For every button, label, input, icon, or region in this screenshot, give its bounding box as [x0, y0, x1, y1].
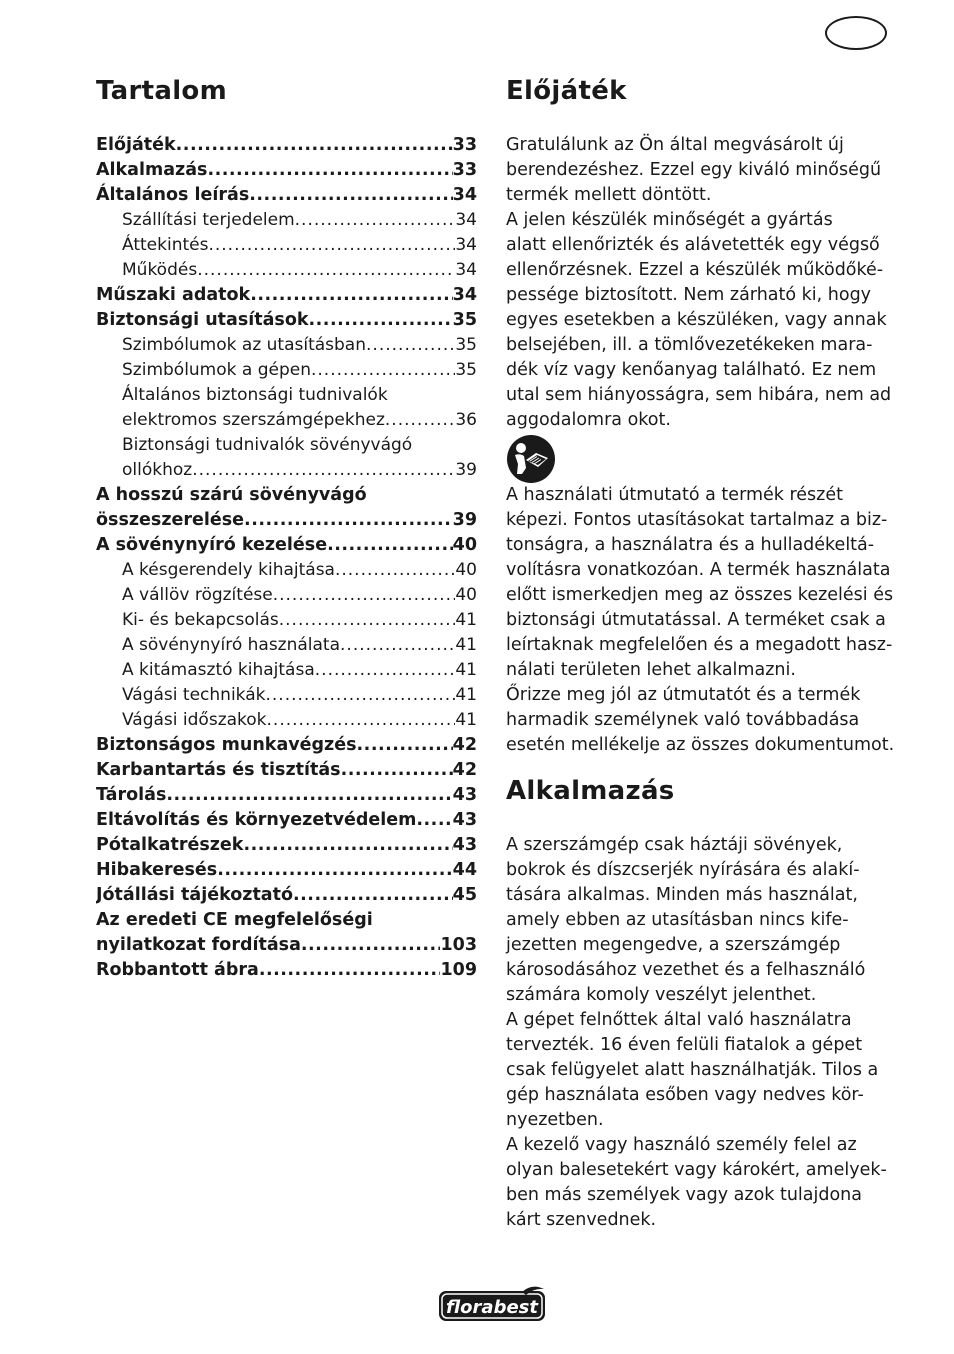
toc-leader-dots [267, 708, 456, 733]
toc-page-number: 41 [455, 685, 477, 705]
toc-leader-dots [416, 808, 452, 833]
toc-entry [96, 733, 477, 758]
toc-page-number: 43 [452, 785, 477, 805]
toc-entry [96, 258, 477, 283]
text-line: csak felügyelet alatt használhatják. Tilos a [506, 1060, 879, 1080]
toc-entry-text: A hosszú szárú sövényvágó [96, 485, 367, 505]
toc-entry [96, 608, 477, 633]
toc-entry-text: A kitámasztó kihajtása [122, 660, 315, 680]
toc-leader-dots [166, 783, 452, 808]
usage-paragraph [506, 833, 891, 1233]
toc-page-number: 42 [452, 760, 477, 780]
toc-leader-dots [250, 283, 452, 308]
toc-page-number: 41 [455, 660, 477, 680]
toc-leader-dots [279, 608, 456, 633]
toc-leader-dots [243, 833, 452, 858]
text-line: számára komoly veszélyt jelenthet. [506, 985, 817, 1005]
florabest-logo [436, 1285, 548, 1325]
toc-entry [96, 333, 477, 358]
text-line: ellenőrzésnek. Ezzel a készülék működőké- [506, 260, 884, 280]
toc-entry [96, 833, 477, 858]
toc-entry [96, 283, 477, 308]
toc-entry [96, 683, 477, 708]
toc-entry [96, 458, 477, 483]
toc-entry [96, 808, 477, 833]
toc-entry [96, 208, 477, 233]
toc-entry-text: Vágási technikák [122, 685, 266, 705]
toc-leader-dots [217, 858, 452, 883]
toc-entry-text: Előjáték [96, 135, 176, 155]
toc-leader-dots [176, 133, 453, 158]
toc-page-number: 35 [455, 335, 477, 355]
toc-entry-text: Eltávolítás és környezetvédelem [96, 810, 417, 830]
toc-entry [96, 533, 477, 558]
toc-entry [96, 508, 477, 533]
toc-entry-text: ollókhoz [122, 460, 193, 480]
toc-page-number: 35 [455, 360, 477, 380]
toc-entry-text: Ki- és bekapcsolás [122, 610, 279, 630]
foreword-paragraph-1 [506, 133, 891, 433]
text-line: károsodásához vezethet és a felhasználó [506, 960, 866, 980]
text-line: Őrizze meg jól az útmutatót és a termék [506, 685, 861, 705]
text-line: bokrok és díszcserjék nyírására és alakí- [506, 860, 860, 880]
toc-entry [96, 658, 477, 683]
toc-entry-text: A sövénynyíró kezelése [96, 535, 328, 555]
read-manual-icon [506, 434, 556, 484]
toc-entry [96, 933, 477, 958]
text-line: biztonsági útmutatással. A terméket csak a [506, 610, 886, 630]
text-line: pessége biztosított. Nem zárható ki, hogy [506, 285, 872, 305]
toc-leader-dots [249, 183, 452, 208]
toc-leader-dots [295, 208, 456, 233]
text-line: nyezetben. [506, 1110, 604, 1130]
toc-page-number: 39 [455, 460, 477, 480]
toc-entry-text: Biztonsági tudnivalók sövényvágó [122, 435, 413, 455]
text-line: kárt szenvednek. [506, 1210, 657, 1230]
toc-page-number: 34 [452, 185, 477, 205]
toc-entry [96, 883, 477, 908]
toc-entry [96, 233, 477, 258]
text-line: harmadik személynek való továbbadása [506, 710, 860, 730]
toc-entry [96, 708, 477, 733]
toc-entry-text: elektromos szerszámgépekhez [122, 410, 385, 430]
text-line: amely ebben az utasításban nincs kife- [506, 910, 849, 930]
toc-page-number: 40 [452, 535, 477, 555]
text-line: esetén mellékelje az összes dokumentumot. [506, 735, 895, 755]
text-line: A gépet felnőttek által való használatra [506, 1010, 852, 1030]
toc-entry [96, 158, 477, 183]
toc-leader-dots [244, 508, 453, 533]
toc-entry-text: Pótalkatrészek [96, 835, 244, 855]
toc-page-number: 45 [452, 885, 477, 905]
toc-page-number: 43 [452, 835, 477, 855]
text-line: olyan balesetekért vagy károkért, amelyek- [506, 1160, 887, 1180]
toc-leader-dots [357, 733, 453, 758]
toc-entry [96, 958, 477, 983]
toc-page-number: 34 [455, 235, 477, 255]
toc-entry [96, 308, 477, 333]
toc-page-number: 41 [455, 710, 477, 730]
toc-leader-dots [341, 758, 453, 783]
toc-entry-text: Robbantott ábra [96, 960, 259, 980]
foreword-title: Előjáték [506, 76, 627, 106]
toc-entry-text: A késgerendely kihajtása [122, 560, 335, 580]
toc-page-number: 34 [455, 260, 477, 280]
foreword-paragraph-2 [506, 483, 895, 758]
toc-entry-text: nyilatkozat fordítása [96, 935, 301, 955]
toc-page-number: 35 [452, 310, 477, 330]
text-line: A használati útmutató a termék részét [506, 485, 843, 505]
toc-page-number: 103 [440, 935, 477, 955]
toc-leader-dots [335, 558, 455, 583]
toc-leader-dots [192, 458, 455, 483]
toc-entry [96, 583, 477, 608]
text-line: képezi. Fontos utasításokat tartalmaz a biz- [506, 510, 888, 530]
toc-entry-text: A sövénynyíró használata [122, 635, 341, 655]
toc-entry [96, 133, 477, 158]
text-line: aggodalomra okot. [506, 410, 671, 430]
toc-entry [96, 433, 477, 458]
toc-entry-text: Általános biztonsági tudnivalók [122, 385, 388, 405]
text-line: tonságra, a használatra és a hulladékeltá- [506, 535, 875, 555]
toc-page-number: 42 [452, 735, 477, 755]
toc-entry-text: Szimbólumok a gépen [122, 360, 311, 380]
toc-entry-text: Vágási időszakok [122, 710, 267, 730]
toc-leader-dots [327, 533, 453, 558]
toc-entry-text: Szimbólumok az utasításban [122, 335, 367, 355]
toc-entry-text: Karbantartás és tisztítás [96, 760, 341, 780]
text-line: dék víz vagy kenőanyag található. Ez nem [506, 360, 877, 380]
text-line: tervezték. 16 éven felüli fiatalok a gépet [506, 1035, 863, 1055]
toc-entry [96, 758, 477, 783]
toc-leader-dots [311, 358, 455, 383]
toc-title: Tartalom [96, 76, 227, 106]
text-line: ben más személyek vagy azok tulajdona [506, 1185, 862, 1205]
toc-entry-text: Alkalmazás [96, 160, 208, 180]
toc-page-number: 41 [455, 610, 477, 630]
toc-page-number: 36 [455, 410, 477, 430]
text-line: alatt ellenőrizték és alávetették egy végső [506, 235, 880, 255]
text-line: egyes esetekben a készüléken, vagy annak [506, 310, 887, 330]
toc-page-number: 34 [455, 210, 477, 230]
toc-leader-dots [315, 658, 456, 683]
toc-entry-text: Jótállási tájékoztató [96, 885, 294, 905]
toc-leader-dots [273, 583, 456, 608]
toc-entry-text: összeszerelése [96, 510, 245, 530]
toc-entry [96, 408, 477, 433]
text-line: A jelen készülék minőségét a gyártás [506, 210, 833, 230]
text-line: berendezéshez. Ezzel egy kiváló minőségű [506, 160, 882, 180]
text-line: leírtaknak megfelelően és a megadott hasz- [506, 635, 893, 655]
toc-entry-text: Szállítási terjedelem [122, 210, 295, 230]
toc-page-number: 33 [452, 135, 477, 155]
text-line: előtt ismerkedjen meg az összes kezelési és [506, 585, 894, 605]
toc-entry [96, 483, 477, 508]
toc-page-number: 44 [452, 860, 477, 880]
text-line: nálati területen lehet alkalmazni. [506, 660, 796, 680]
toc-leader-dots [366, 333, 455, 358]
toc-entry [96, 383, 477, 408]
toc-page-number: 33 [452, 160, 477, 180]
text-line: A kezelő vagy használó személy felel az [506, 1135, 857, 1155]
text-line: jezetten megengedve, a szerszámgép [506, 935, 841, 955]
text-line: gép használata esőben vagy nedves kör- [506, 1085, 864, 1105]
toc-page-number: 40 [455, 560, 477, 580]
toc-entry-text: A vállöv rögzítése [122, 585, 273, 605]
toc-entry [96, 858, 477, 883]
usage-title: Alkalmazás [506, 776, 675, 806]
toc-leader-dots [385, 408, 455, 433]
text-line: volításra vonatkozóan. A termék használata [506, 560, 891, 580]
toc-entry-text: Műszaki adatok [96, 285, 251, 305]
toc-entry-text: Biztonságos munkavégzés [96, 735, 357, 755]
toc-entry-text: Általános leírás [96, 185, 250, 205]
toc-page-number: 41 [455, 635, 477, 655]
toc-leader-dots [293, 883, 453, 908]
toc-entry [96, 358, 477, 383]
toc-entry [96, 783, 477, 808]
toc-entry [96, 183, 477, 208]
text-line: A szerszámgép csak háztáji sövények, [506, 835, 843, 855]
toc-page-number: 43 [452, 810, 477, 830]
table-of-contents [96, 133, 477, 983]
toc-entry-text: Hibakeresés [96, 860, 218, 880]
toc-page-number: 34 [452, 285, 477, 305]
text-line: belsejében, ill. a tömlővezetékeken mara- [506, 335, 873, 355]
toc-entry-text: Működés [122, 260, 198, 280]
toc-entry-text: Tárolás [96, 785, 167, 805]
text-line: termék mellett döntött. [506, 185, 712, 205]
toc-page-number: 109 [440, 960, 477, 980]
text-line: utal sem hiányosságra, sem hibára, nem ad [506, 385, 892, 405]
toc-page-number: 39 [452, 510, 477, 530]
toc-leader-dots [309, 308, 453, 333]
toc-leader-dots [340, 633, 455, 658]
svg-text:florabest: florabest [446, 1297, 538, 1318]
toc-leader-dots [259, 958, 441, 983]
toc-entry-text: Áttekintés [122, 235, 209, 255]
toc-leader-dots [197, 258, 455, 283]
toc-entry [96, 908, 477, 933]
text-line: tására alkalmas. Minden más használat, [506, 885, 858, 905]
toc-leader-dots [265, 683, 455, 708]
toc-leader-dots [301, 933, 441, 958]
toc-entry [96, 558, 477, 583]
text-line: Gratulálunk az Ön által megvásárolt új [506, 135, 844, 155]
toc-entry-text: Biztonsági utasítások [96, 310, 309, 330]
toc-leader-dots [208, 233, 455, 258]
toc-leader-dots [207, 158, 452, 183]
toc-entry-text: Az eredeti CE megfelelőségi [96, 910, 373, 930]
toc-page-number: 40 [455, 585, 477, 605]
toc-entry [96, 633, 477, 658]
language-badge [825, 16, 887, 50]
